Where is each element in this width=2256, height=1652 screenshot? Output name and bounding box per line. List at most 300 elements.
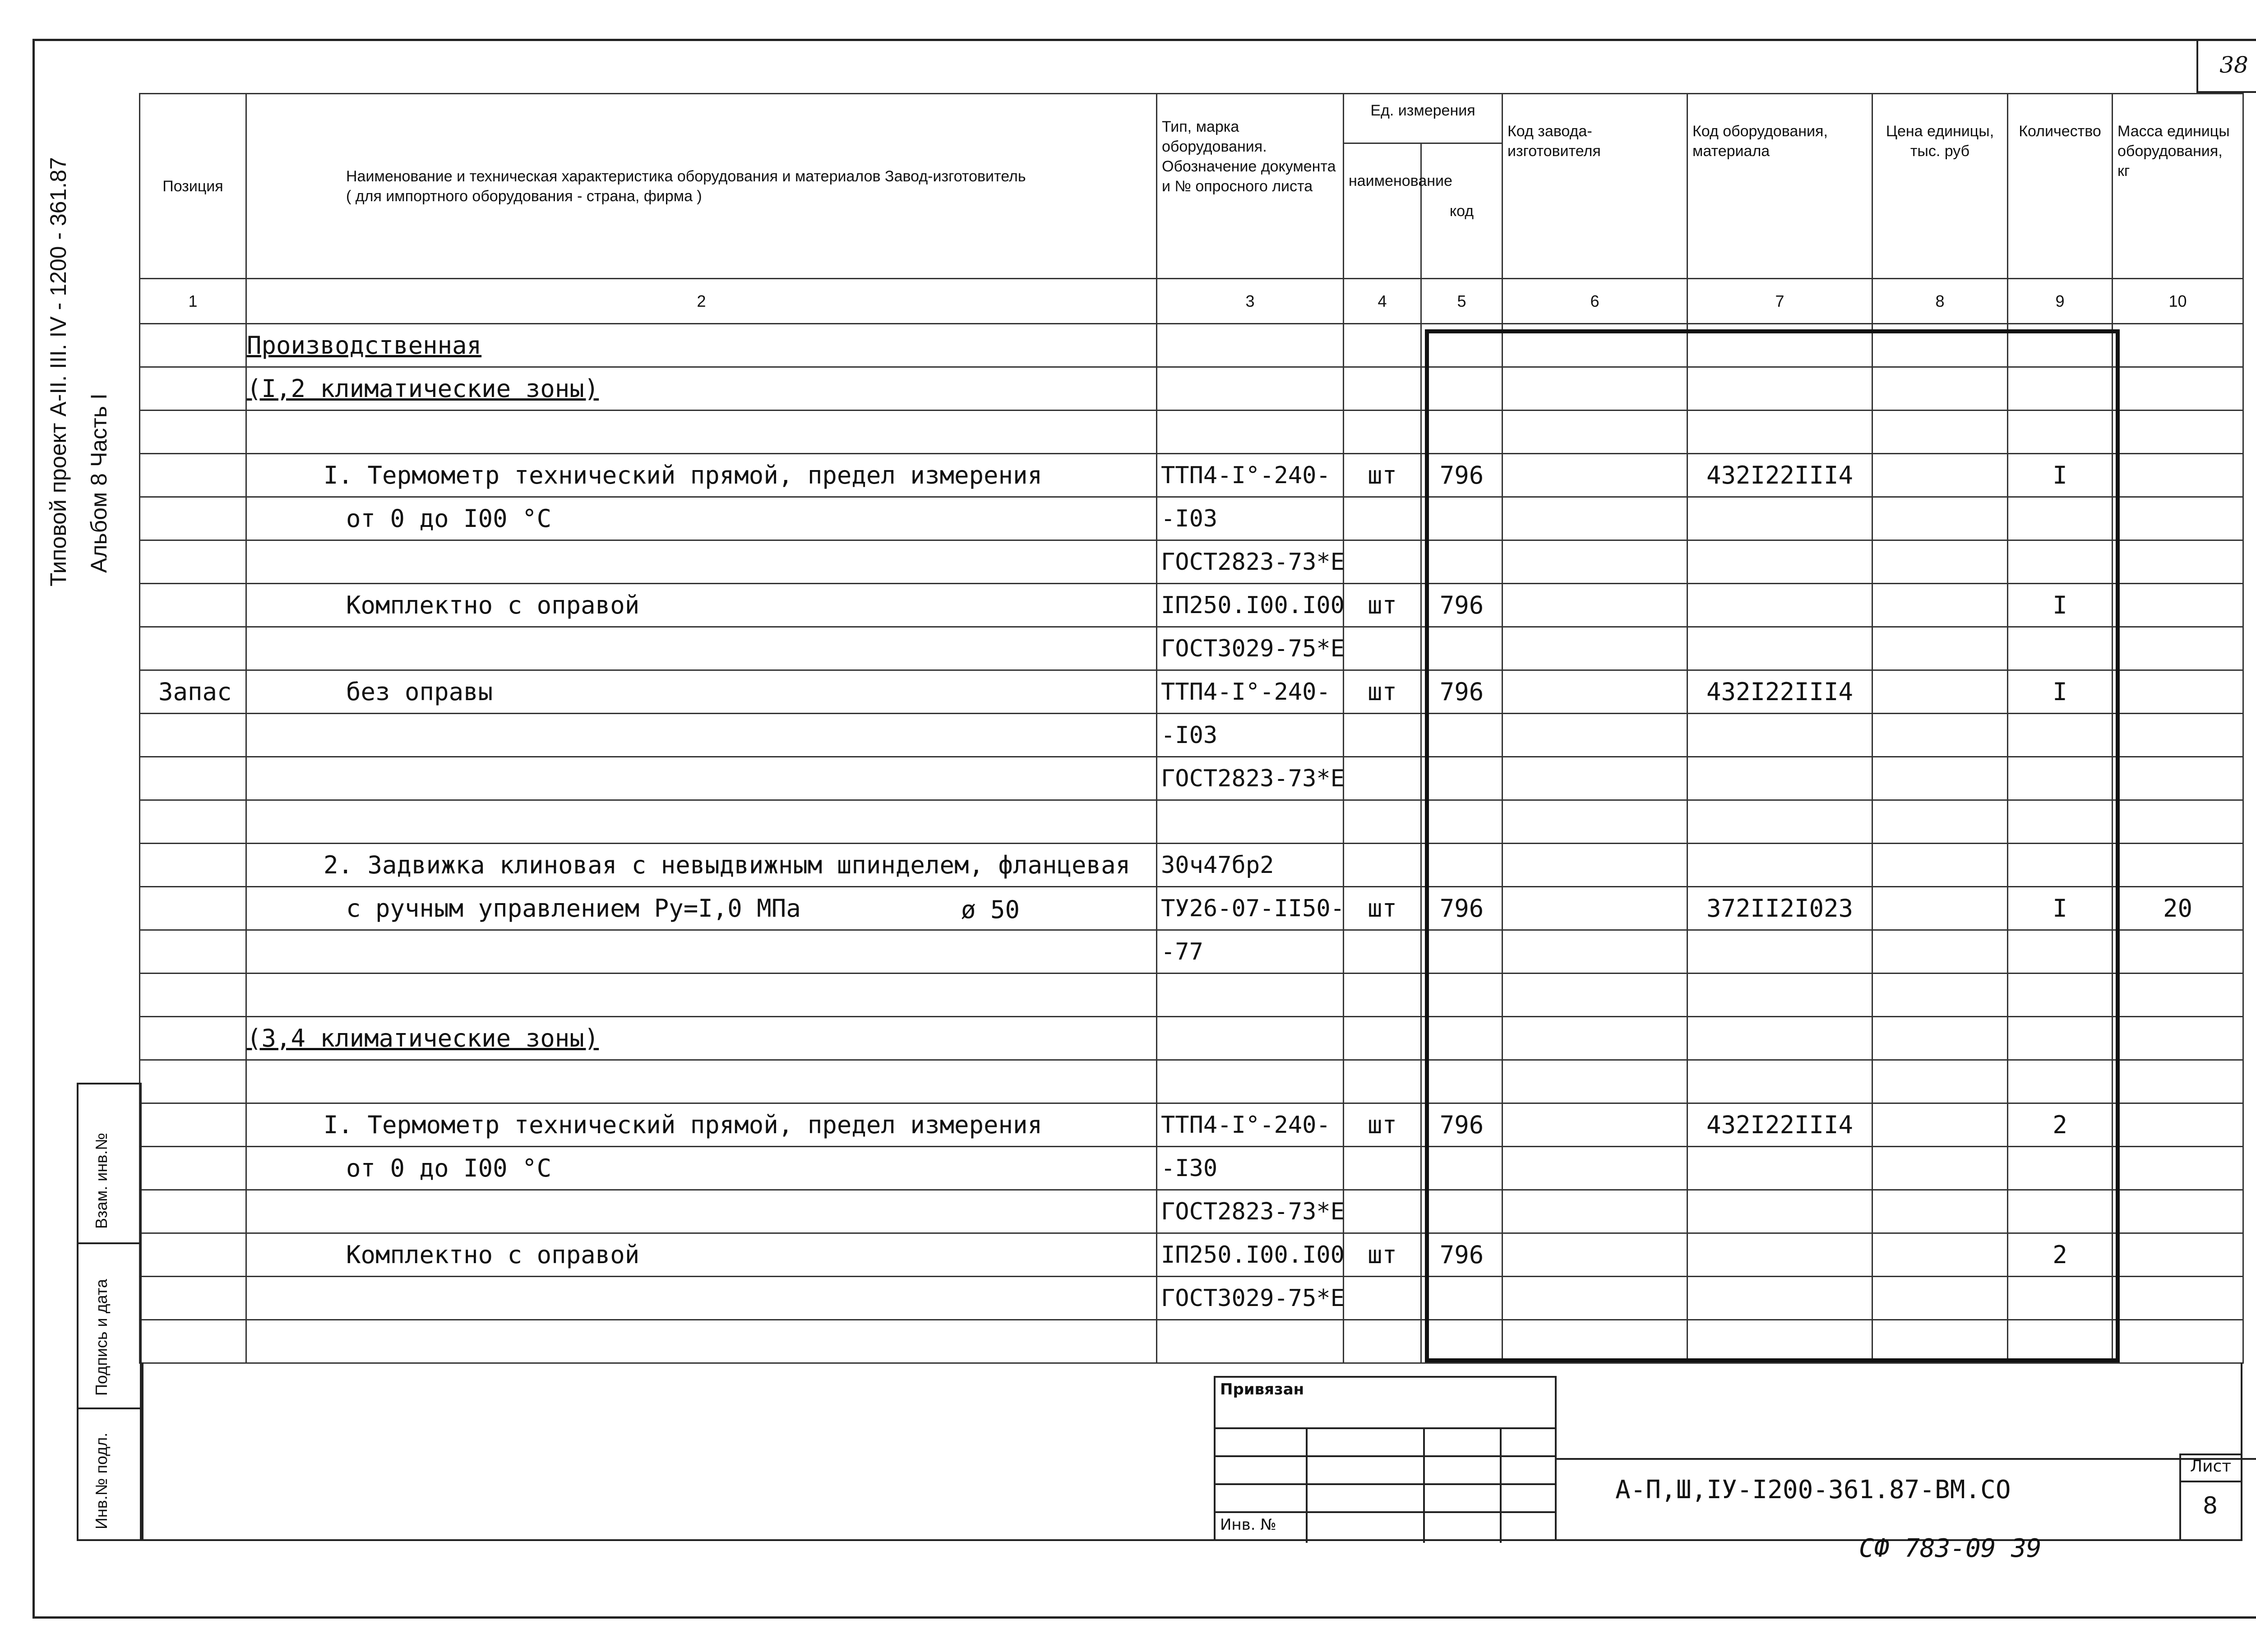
cell-name: без оправы [246,670,1157,714]
table-row [140,1233,2243,1277]
cell-mass [2113,1103,2243,1147]
cell-price [1872,1147,2008,1190]
cell-name [246,1320,1157,1363]
cell-code6 [1502,411,1687,454]
cell-qty: I [2008,584,2113,627]
cell-mass [2113,627,2243,670]
cell-code7 [1687,1017,1872,1060]
cell-code7 [1687,324,1872,367]
cell-type [1157,411,1344,454]
table-row [140,324,2243,367]
cell-code [1421,1320,1502,1363]
cell-type [1157,1017,1344,1060]
header-units: Ед. измерения [1344,94,1502,143]
cell-qty [2008,367,2113,411]
header-mass: Масса единицы оборудования, кг [2113,94,2243,279]
cell-name: Производственная [246,324,1157,367]
table-row [140,844,2243,887]
cell-qty: 2 [2008,1233,2113,1277]
cell-price [1872,367,2008,411]
table-row [140,454,2243,497]
cell-name: (I,2 климатические зоны) [246,367,1157,411]
cell-qty: I [2008,670,2113,714]
stamp-vzam [79,1084,140,1244]
diameter-note: ø 50 [961,895,1020,924]
sheet-corner-number: 38 [2196,39,2256,93]
column-number: 3 [1157,279,1344,324]
cell-code6 [1502,887,1687,930]
cell-qty [2008,1060,2113,1103]
cell-price [1872,670,2008,714]
cell-type: 30ч47бр2 [1157,844,1344,887]
cell-name [246,800,1157,844]
column-number: 9 [2008,279,2113,324]
cell-code [1421,974,1502,1017]
cell-type: ГОСТ2823-73*Е [1157,540,1344,584]
table-row [140,411,2243,454]
cell-unit: шт [1344,1103,1421,1147]
cell-code6 [1502,1103,1687,1147]
header-row [140,94,2243,143]
cell-mass: 20 [2113,887,2243,930]
cell-price [1872,454,2008,497]
cell-name [246,1190,1157,1233]
table-row [140,887,2243,930]
cell-code7 [1687,540,1872,584]
cell-mass [2113,411,2243,454]
cell-code6 [1502,670,1687,714]
cell-qty [2008,1320,2113,1363]
stamp-column [77,1083,142,1541]
cell-type: ГОСТ2823-73*Е [1157,1190,1344,1233]
cell-pos [140,584,246,627]
cell-qty [2008,411,2113,454]
cell-name: (3,4 климатические зоны) [246,1017,1157,1060]
cell-unit [1344,1190,1421,1233]
cell-unit [1344,1320,1421,1363]
cell-mass [2113,584,2243,627]
cell-type: ГОСТ3029-75*Е [1157,627,1344,670]
cell-mass [2113,454,2243,497]
stamp-podpis [79,1242,140,1409]
cell-mass [2113,670,2243,714]
cell-type: -77 [1157,930,1344,974]
cell-price [1872,1103,2008,1147]
cell-code6 [1502,1233,1687,1277]
cell-price [1872,887,2008,930]
cell-mass [2113,540,2243,584]
document-code: А-П,Ш,IУ-I200-361.87-ВМ.СО [1615,1475,2011,1504]
cell-mass [2113,844,2243,887]
cell-name [246,1277,1157,1320]
cell-price [1872,540,2008,584]
header-price: Цена единицы, тыс. руб [1872,94,2008,279]
table-row [140,367,2243,411]
cell-type [1157,1060,1344,1103]
cell-code7 [1687,1320,1872,1363]
cell-code [1421,1190,1502,1233]
stamp-podpis-label: Подпись и дата [92,1279,111,1396]
cell-code [1421,1147,1502,1190]
cell-code [1421,324,1502,367]
cell-type [1157,367,1344,411]
cell-unit [1344,497,1421,540]
cell-name [246,974,1157,1017]
cell-type [1157,974,1344,1017]
cell-unit [1344,844,1421,887]
cell-qty [2008,974,2113,1017]
cell-type: -I03 [1157,714,1344,757]
cell-qty [2008,930,2113,974]
cell-qty [2008,1277,2113,1320]
cell-type: -I03 [1157,497,1344,540]
cell-pos [140,1320,246,1363]
cell-unit [1344,324,1421,367]
cell-code7 [1687,714,1872,757]
cell-type: ГОСТ3029-75*Е [1157,1277,1344,1320]
cell-name: I. Термометр технический прямой, предел измерения [246,454,1157,497]
cell-code [1421,930,1502,974]
cell-unit [1344,627,1421,670]
cell-qty [2008,1017,2113,1060]
cell-price [1872,974,2008,1017]
cell-code7 [1687,844,1872,887]
cell-code6 [1502,714,1687,757]
cell-unit: шт [1344,584,1421,627]
cell-name [246,1060,1157,1103]
cell-code7: 372II2I023 [1687,887,1872,930]
cell-unit [1344,411,1421,454]
cell-price [1872,844,2008,887]
cell-pos [140,367,246,411]
cell-code [1421,1277,1502,1320]
cell-code7 [1687,1277,1872,1320]
cell-unit: шт [1344,887,1421,930]
cell-code [1421,800,1502,844]
cell-qty [2008,844,2113,887]
table-row [140,1190,2243,1233]
cell-qty [2008,627,2113,670]
cell-pos [140,497,246,540]
cell-name: 2. Задвижка клиновая с невыдвижным шпинделем, фланцевая [246,844,1157,887]
cell-code: 796 [1421,584,1502,627]
cell-name [246,411,1157,454]
cell-mass [2113,1277,2243,1320]
header-unit-code: код [1421,143,1502,279]
cell-code6 [1502,1147,1687,1190]
header-unit-name: наименование [1344,143,1421,279]
column-number: 5 [1421,279,1502,324]
cell-name: Комплектно с оправой [246,1233,1157,1277]
cell-code6 [1502,324,1687,367]
cell-pos [140,974,246,1017]
cell-qty [2008,540,2113,584]
cell-code7 [1687,757,1872,800]
cell-mass [2113,1233,2243,1277]
header-position: Позиция [140,94,246,279]
stamp-inv-podl-label: Инв.№ подл. [92,1432,111,1529]
side-label-line2: Альбом 8 Часть I [86,393,111,573]
cell-mass [2113,800,2243,844]
cell-unit [1344,1060,1421,1103]
cell-price [1872,1017,2008,1060]
column-number: 8 [1872,279,2008,324]
cell-code [1421,1060,1502,1103]
cell-code6 [1502,844,1687,887]
cell-pos [140,627,246,670]
cell-price [1872,1320,2008,1363]
cell-pos [140,411,246,454]
cell-name: I. Термометр технический прямой, предел измерения [246,1103,1157,1147]
cell-pos [140,844,246,887]
table-row [140,930,2243,974]
cell-qty: I [2008,887,2113,930]
cell-code6 [1502,1190,1687,1233]
cell-name: Комплектно с оправой [246,584,1157,627]
cell-type: -I30 [1157,1147,1344,1190]
table-row [140,974,2243,1017]
cell-code [1421,367,1502,411]
cell-qty [2008,1147,2113,1190]
list-label: Лист [2190,1457,2232,1476]
cell-pos [140,1233,246,1277]
cell-mass [2113,714,2243,757]
cell-unit [1344,367,1421,411]
list-box [2179,1454,2242,1541]
table-row [140,627,2243,670]
cell-mass [2113,1320,2243,1363]
cell-unit [1344,540,1421,584]
table-row [140,1103,2243,1147]
cell-qty [2008,1190,2113,1233]
table-row [140,800,2243,844]
specification-table [139,93,2244,1364]
cell-price [1872,930,2008,974]
cell-code7 [1687,930,1872,974]
cell-mass [2113,367,2243,411]
cell-type: IП250.I00.I00 [1157,1233,1344,1277]
cell-name: от 0 до I00 °С [246,1147,1157,1190]
cell-name [246,757,1157,800]
table-row [140,584,2243,627]
cell-mass [2113,1060,2243,1103]
cell-code7 [1687,1060,1872,1103]
cell-mass [2113,1017,2243,1060]
cell-pos [140,540,246,584]
cell-code6 [1502,1060,1687,1103]
cell-price [1872,1060,2008,1103]
cell-type: ГОСТ2823-73*Е [1157,757,1344,800]
table-row [140,714,2243,757]
cell-code7 [1687,1147,1872,1190]
cell-code [1421,714,1502,757]
cell-code [1421,1017,1502,1060]
cell-code7 [1687,367,1872,411]
cell-unit: шт [1344,454,1421,497]
cell-type: IП250.I00.I00 [1157,584,1344,627]
cell-unit [1344,1017,1421,1060]
cell-pos [140,1190,246,1233]
header-factory-code: Код завода-изготовителя [1502,94,1687,279]
cell-price [1872,757,2008,800]
cell-code6 [1502,757,1687,800]
table-row [140,540,2243,584]
cell-code [1421,844,1502,887]
cell-code [1421,497,1502,540]
cell-pos [140,887,246,930]
inv-no-label: Инв. № [1220,1516,1276,1534]
stamp-inv-podl [79,1407,140,1539]
cell-mass [2113,930,2243,974]
cell-qty [2008,800,2113,844]
cell-code6 [1502,930,1687,974]
cell-type [1157,1320,1344,1363]
cell-qty: I [2008,454,2113,497]
cell-pos [140,1147,246,1190]
cell-unit [1344,974,1421,1017]
header-name: Наименование и техническая характеристика оборудования и материалов Завод-изготовитель ( для импортного оборудования - страна, фирма ) [246,94,1157,279]
cell-price [1872,1233,2008,1277]
cell-qty [2008,757,2113,800]
table-row [140,1017,2243,1060]
cell-unit [1344,800,1421,844]
cell-qty [2008,324,2113,367]
cell-unit [1344,757,1421,800]
cell-code: 796 [1421,454,1502,497]
cell-name [246,540,1157,584]
cell-code6 [1502,497,1687,540]
cell-pos [140,1017,246,1060]
cell-code7 [1687,1233,1872,1277]
cell-unit [1344,1147,1421,1190]
cell-code6 [1502,800,1687,844]
cell-unit: шт [1344,670,1421,714]
cell-type: ТТП4-I°-240- [1157,1103,1344,1147]
cell-price [1872,324,2008,367]
cell-price [1872,714,2008,757]
cell-code7 [1687,974,1872,1017]
table-row [140,1147,2243,1190]
cell-code6 [1502,974,1687,1017]
cell-code [1421,540,1502,584]
column-number: 1 [140,279,246,324]
privyazan-label: Привязан [1220,1380,1304,1398]
cell-code6 [1502,1017,1687,1060]
cell-pos [140,1103,246,1147]
column-number: 10 [2113,279,2243,324]
cell-code7 [1687,497,1872,540]
cell-code6 [1502,454,1687,497]
cell-code6 [1502,584,1687,627]
cell-code7 [1687,411,1872,454]
cell-mass [2113,497,2243,540]
cell-code [1421,757,1502,800]
table-row [140,757,2243,800]
table-row [140,497,2243,540]
table-row [140,1277,2243,1320]
cell-price [1872,800,2008,844]
cell-type: ТТП4-I°-240- [1157,670,1344,714]
table-row [140,670,2243,714]
cell-unit [1344,1277,1421,1320]
cell-price [1872,411,2008,454]
cell-mass [2113,974,2243,1017]
table-body [140,324,2243,1363]
list-value: 8 [2203,1492,2218,1519]
cell-code: 796 [1421,1233,1502,1277]
cell-pos [140,930,246,974]
cell-qty [2008,714,2113,757]
cell-type: ТТП4-I°-240- [1157,454,1344,497]
cell-name [246,930,1157,974]
column-number: 7 [1687,279,1872,324]
cell-mass [2113,1147,2243,1190]
cell-code [1421,411,1502,454]
column-number: 2 [246,279,1157,324]
cell-code [1421,627,1502,670]
cell-code6 [1502,1277,1687,1320]
table-row [140,1320,2243,1363]
cell-code: 796 [1421,887,1502,930]
cell-price [1872,1277,2008,1320]
cell-pos [140,757,246,800]
cell-type [1157,800,1344,844]
cell-code7 [1687,800,1872,844]
cell-price [1872,627,2008,670]
header-equipment-code: Код оборудования, материала [1687,94,1872,279]
cell-type [1157,324,1344,367]
cell-code6 [1502,1320,1687,1363]
cell-code7 [1687,584,1872,627]
cell-qty [2008,497,2113,540]
header-type: Тип, марка оборудования. Обозначение документа и № опросного листа [1157,94,1344,279]
cell-mass [2113,324,2243,367]
cell-code7 [1687,627,1872,670]
title-block-left [1214,1376,1557,1541]
cell-pos [140,324,246,367]
cell-price [1872,1190,2008,1233]
cell-name [246,714,1157,757]
cell-price [1872,584,2008,627]
cell-pos: Запас [140,670,246,714]
cell-name [246,627,1157,670]
cell-price [1872,497,2008,540]
cell-name: с ручным управлением Ру=I,0 МПа [246,887,1157,930]
cell-pos [140,714,246,757]
cell-mass [2113,757,2243,800]
cell-unit: шт [1344,1233,1421,1277]
column-number: 4 [1344,279,1421,324]
bottom-area [142,1362,2242,1541]
cell-code7 [1687,1190,1872,1233]
cell-name: от 0 до I00 °С [246,497,1157,540]
cell-pos [140,1277,246,1320]
cell-pos [140,454,246,497]
cell-unit [1344,714,1421,757]
cell-code7: 432I22III4 [1687,454,1872,497]
cell-code6 [1502,367,1687,411]
cell-type: ТУ26-07-II50- [1157,887,1344,930]
stamp-vzam-label: Взам. инв.№ [92,1132,111,1229]
cell-code6 [1502,627,1687,670]
cell-mass [2113,1190,2243,1233]
cell-code7: 432I22III4 [1687,670,1872,714]
cell-code: 796 [1421,1103,1502,1147]
cell-code6 [1502,540,1687,584]
cell-pos [140,800,246,844]
header-quantity: Количество [2008,94,2113,279]
cell-code: 796 [1421,670,1502,714]
